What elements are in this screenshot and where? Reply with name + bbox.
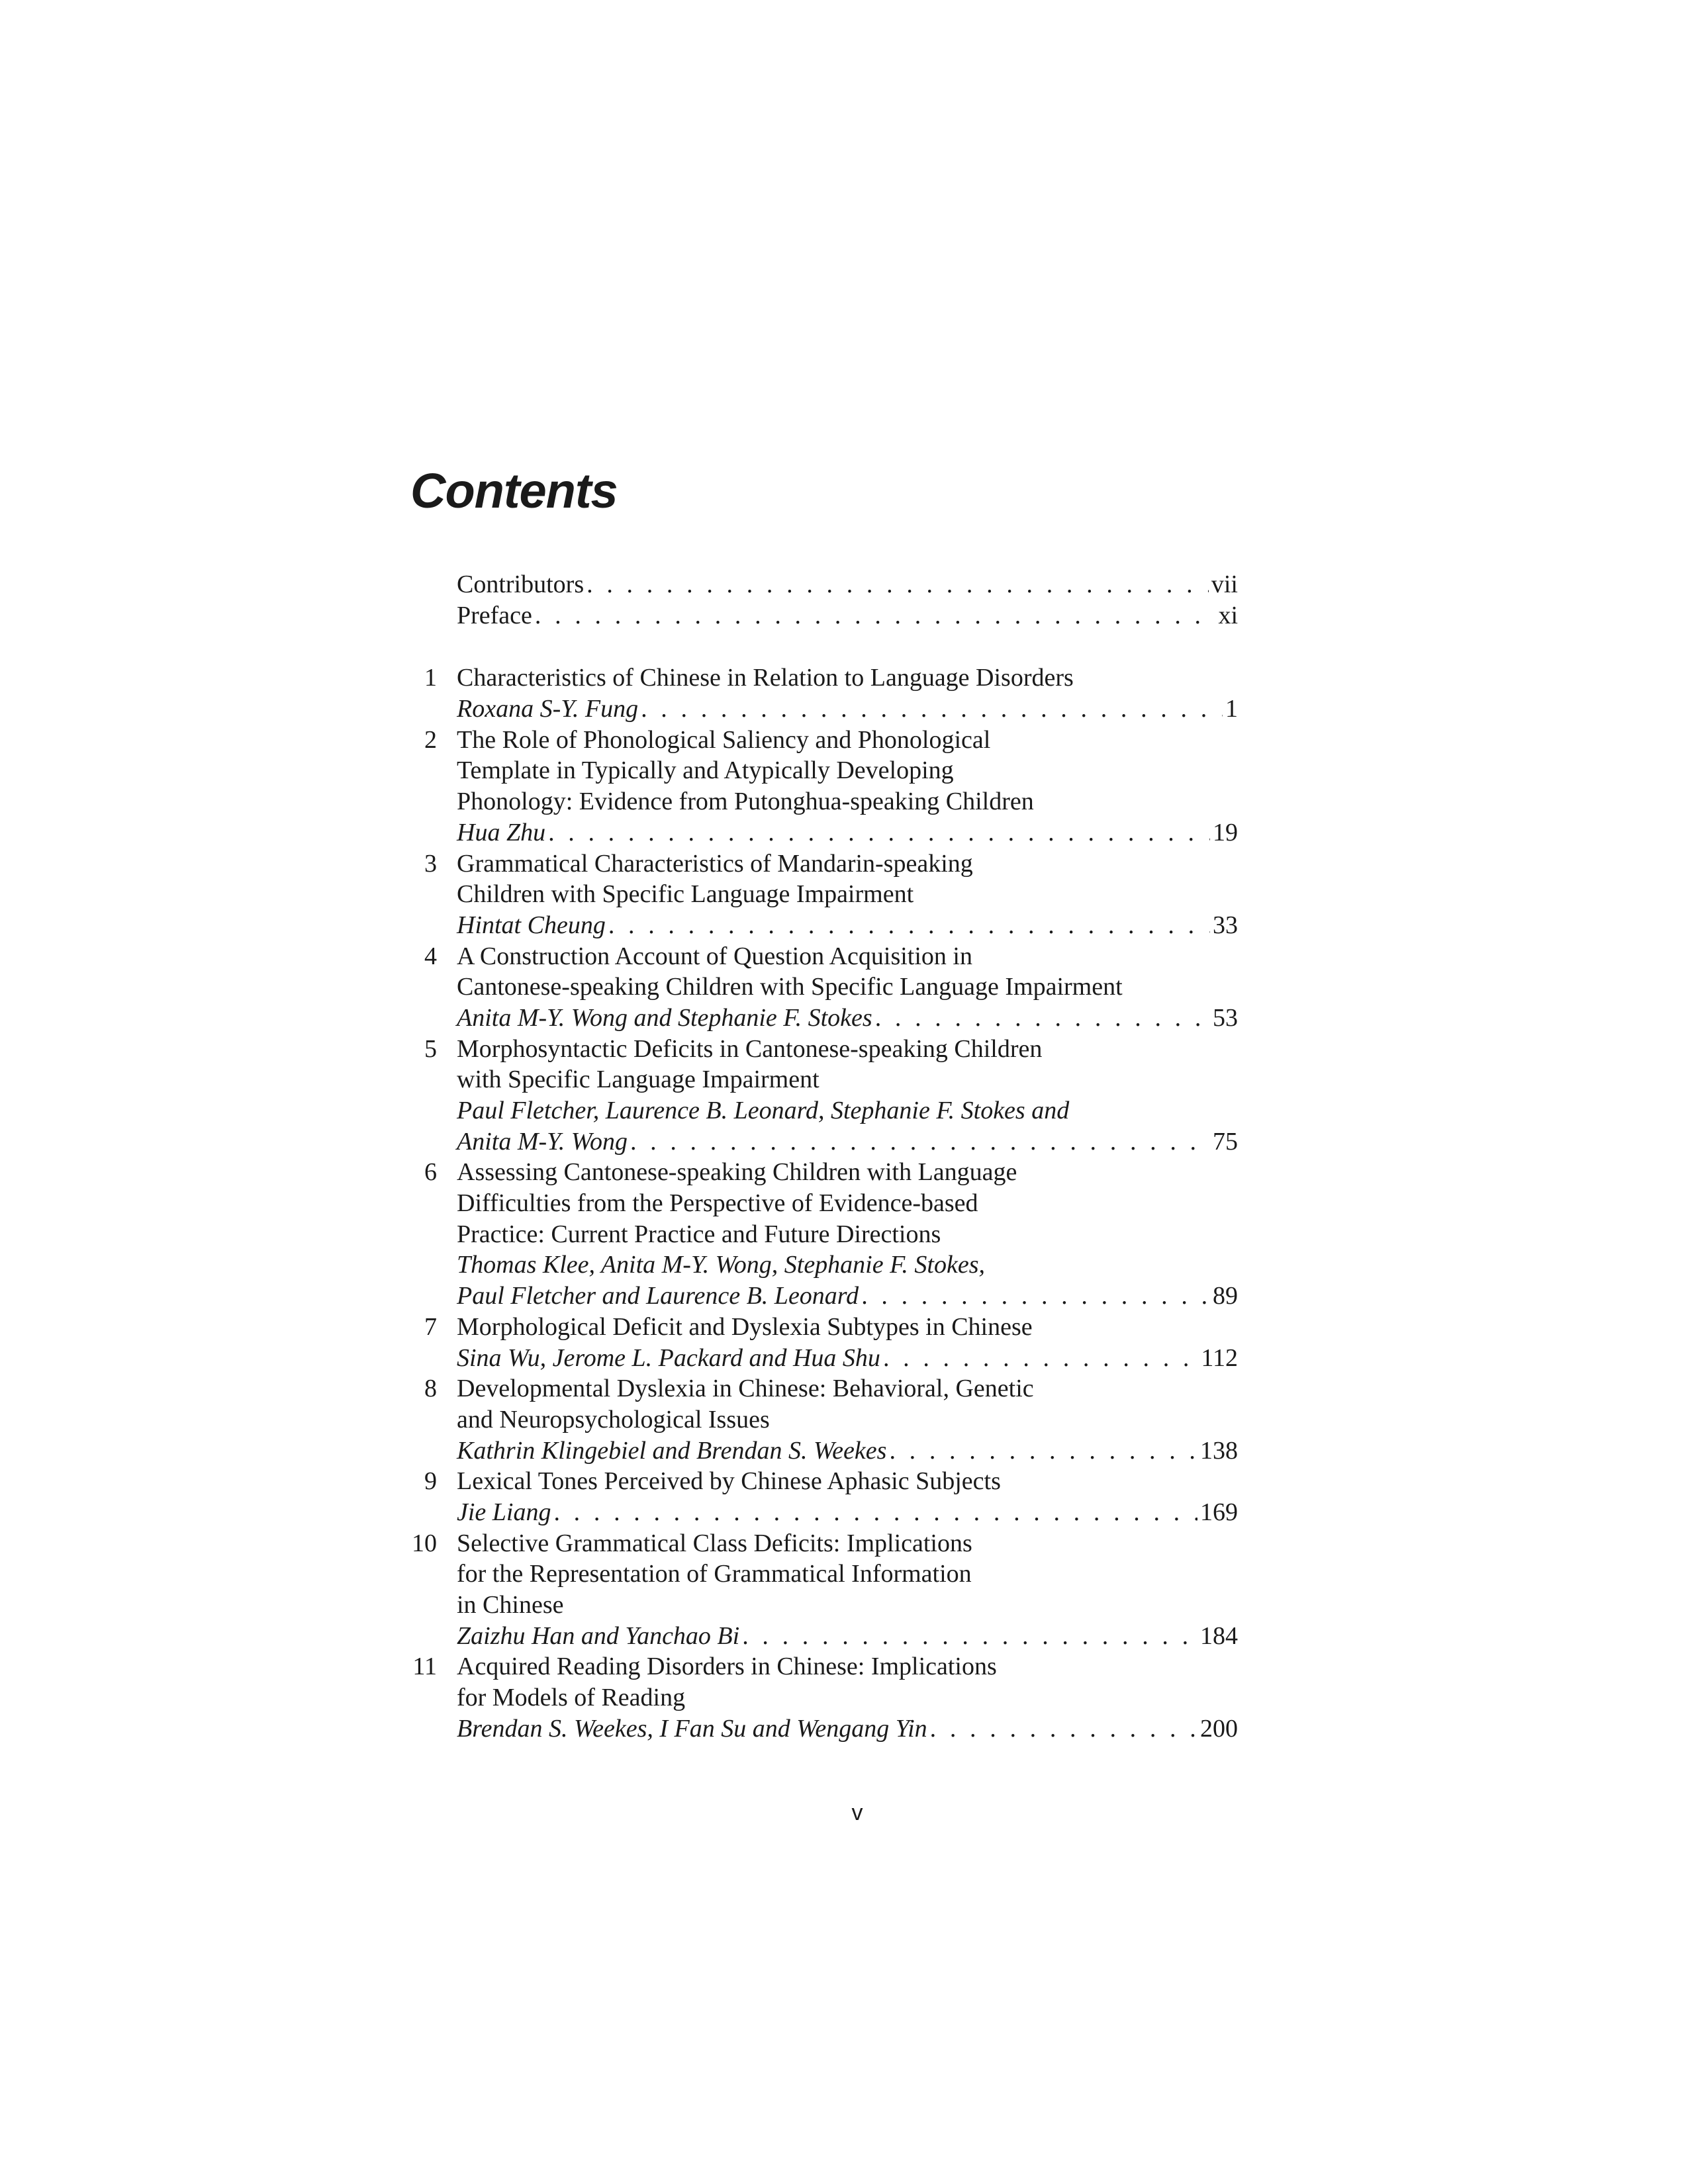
chapter-title-line bbox=[397, 1064, 1238, 1095]
chapter-author-line bbox=[397, 1621, 1238, 1652]
chapter-author-line bbox=[397, 1497, 1238, 1528]
page-ref: xi bbox=[1218, 601, 1238, 629]
page-ref: 53 bbox=[1213, 1003, 1238, 1032]
chapter-title-line bbox=[397, 879, 1238, 910]
chapter-title: Characteristics of Chinese in Relation to Language Disorders bbox=[457, 664, 1074, 692]
chapter-title-line bbox=[397, 755, 1238, 786]
chapter-title-line bbox=[397, 786, 1238, 817]
chapter-author-line bbox=[397, 817, 1238, 848]
page-ref: 184 bbox=[1200, 1621, 1238, 1650]
chapter-number: 10 bbox=[412, 1529, 437, 1557]
chapter-number: 1 bbox=[424, 664, 437, 692]
chapter-title: for the Representation of Grammatical Information bbox=[457, 1560, 972, 1588]
chapter-title: for Models of Reading bbox=[457, 1684, 686, 1712]
chapter-author: Anita M-Y. Wong bbox=[457, 1127, 628, 1156]
chapter-author-line bbox=[397, 1435, 1238, 1467]
chapter-title-line bbox=[397, 1528, 1238, 1559]
chapter-title-line bbox=[397, 1559, 1238, 1590]
chapter-title-line bbox=[397, 1188, 1238, 1219]
front-matter-label: Contributors bbox=[457, 570, 585, 598]
chapter-author: Paul Fletcher and Laurence B. Leonard bbox=[457, 1282, 859, 1310]
chapter-title: Assessing Cantonese-speaking Children with Language bbox=[457, 1158, 1017, 1187]
chapter-number: 4 bbox=[424, 942, 437, 970]
chapter-title: and Neuropsychological Issues bbox=[457, 1405, 770, 1433]
chapter-number: 7 bbox=[424, 1312, 437, 1341]
chapter-title-line bbox=[397, 972, 1238, 1003]
chapter-title-line bbox=[397, 1651, 1238, 1682]
chapter-title: Developmental Dyslexia in Chinese: Behavioral, Genetic bbox=[457, 1375, 1034, 1403]
chapter-author-line bbox=[397, 1095, 1238, 1126]
chapter-author-line bbox=[397, 1250, 1238, 1281]
chapter-title: Lexical Tones Perceived by Chinese Aphasic Subjects bbox=[457, 1467, 1001, 1496]
chapter-title-line bbox=[397, 1682, 1238, 1713]
chapter-title-line bbox=[397, 941, 1238, 972]
chapter-number: 8 bbox=[424, 1375, 437, 1403]
front-matter-entry bbox=[397, 569, 1238, 600]
chapter-title-line bbox=[397, 662, 1238, 694]
chapter-title: Grammatical Characteristics of Mandarin-speaking bbox=[457, 849, 973, 878]
chapter-title-line bbox=[397, 1312, 1238, 1343]
table-of-contents bbox=[397, 569, 1238, 1744]
chapter-author-line bbox=[397, 694, 1238, 725]
dot-leader bbox=[630, 1126, 1210, 1158]
chapter-author-line bbox=[397, 1281, 1238, 1312]
dot-leader bbox=[875, 1003, 1210, 1034]
chapter-title: Morphosyntactic Deficits in Cantonese-speaking Children bbox=[457, 1034, 1043, 1063]
chapter-title: Children with Specific Language Impairment bbox=[457, 880, 914, 909]
page-title: Contents bbox=[410, 463, 618, 518]
page-ref: 112 bbox=[1201, 1343, 1238, 1372]
chapter-title: Template in Typically and Atypically Developing bbox=[457, 756, 954, 785]
section-spacer bbox=[397, 631, 1238, 662]
chapter-author: Thomas Klee, Anita M-Y. Wong, Stephanie F. Stokes, bbox=[457, 1251, 985, 1279]
chapter-title-line bbox=[397, 1219, 1238, 1250]
chapter-title: Cantonese-speaking Children with Specific Language Impairment bbox=[457, 973, 1123, 1001]
page-ref: 138 bbox=[1200, 1436, 1238, 1465]
dot-leader bbox=[742, 1621, 1197, 1652]
page-ref: 33 bbox=[1213, 911, 1238, 939]
chapter-title-line bbox=[397, 725, 1238, 756]
chapter-author: Hua Zhu bbox=[457, 818, 546, 846]
chapter-number: 5 bbox=[424, 1034, 437, 1063]
chapter-title-line bbox=[397, 1034, 1238, 1065]
chapter-title: A Construction Account of Question Acquisition in bbox=[457, 942, 972, 970]
chapter-author: Brendan S. Weekes, I Fan Su and Wengang Yin bbox=[457, 1714, 927, 1743]
front-matter-entry bbox=[397, 600, 1238, 631]
chapter-author-line bbox=[397, 1343, 1238, 1374]
chapter-number: 9 bbox=[424, 1467, 437, 1496]
chapter-title: in Chinese bbox=[457, 1591, 564, 1619]
page-ref: 89 bbox=[1213, 1282, 1238, 1310]
chapter-author-line bbox=[397, 1003, 1238, 1034]
chapter-number: 6 bbox=[424, 1158, 437, 1187]
chapter-title-line bbox=[397, 848, 1238, 880]
dot-leader bbox=[548, 817, 1210, 848]
chapter-author-line bbox=[397, 1126, 1238, 1158]
page-ref: 75 bbox=[1213, 1127, 1238, 1156]
chapter-title: with Specific Language Impairment bbox=[457, 1066, 820, 1094]
chapter-title-line bbox=[397, 1404, 1238, 1435]
dot-leader bbox=[889, 1435, 1197, 1467]
dot-leader bbox=[586, 569, 1209, 600]
chapter-author: Kathrin Klingebiel and Brendan S. Weekes bbox=[457, 1436, 887, 1465]
dot-leader bbox=[641, 694, 1223, 725]
chapter-author: Roxana S-Y. Fung bbox=[457, 695, 639, 723]
chapter-author-line bbox=[397, 1713, 1238, 1745]
dot-leader bbox=[930, 1713, 1197, 1745]
page-ref: 1 bbox=[1225, 695, 1238, 723]
page-ref: 169 bbox=[1200, 1498, 1238, 1526]
chapter-title: Morphological Deficit and Dyslexia Subtypes in Chinese bbox=[457, 1312, 1033, 1341]
chapter-title-line bbox=[397, 1466, 1238, 1497]
chapter-number: 2 bbox=[424, 725, 437, 754]
dot-leader bbox=[553, 1497, 1197, 1528]
dot-leader bbox=[535, 600, 1216, 631]
chapter-author: Hintat Cheung bbox=[457, 911, 606, 939]
front-matter-label: Preface bbox=[457, 601, 532, 629]
dot-leader bbox=[883, 1343, 1198, 1374]
chapter-title-line bbox=[397, 1373, 1238, 1404]
chapter-author: Anita M-Y. Wong and Stephanie F. Stokes bbox=[457, 1003, 872, 1032]
chapter-number: 3 bbox=[424, 849, 437, 878]
chapter-title: Selective Grammatical Class Deficits: Implications bbox=[457, 1529, 972, 1557]
chapter-title-line bbox=[397, 1157, 1238, 1188]
chapter-author: Paul Fletcher, Laurence B. Leonard, Stephanie F. Stokes and bbox=[457, 1097, 1070, 1124]
chapter-title-line bbox=[397, 1590, 1238, 1621]
chapter-author: Jie Liang bbox=[457, 1498, 551, 1526]
chapter-title: Phonology: Evidence from Putonghua-speaking Children bbox=[457, 788, 1034, 816]
page-ref: vii bbox=[1211, 570, 1238, 598]
dot-leader bbox=[608, 910, 1210, 941]
dot-leader bbox=[861, 1281, 1210, 1312]
chapter-number: 11 bbox=[412, 1653, 437, 1681]
chapter-author-line bbox=[397, 910, 1238, 941]
page-number: v bbox=[851, 1800, 863, 1825]
chapter-title: Practice: Current Practice and Future Directions bbox=[457, 1220, 941, 1248]
chapter-author: Zaizhu Han and Yanchao Bi bbox=[457, 1621, 740, 1650]
page-ref: 200 bbox=[1200, 1714, 1238, 1743]
chapter-title: Acquired Reading Disorders in Chinese: Implications bbox=[457, 1653, 997, 1681]
chapter-title: Difficulties from the Perspective of Evidence-based bbox=[457, 1189, 978, 1218]
chapter-title: The Role of Phonological Saliency and Phonological bbox=[457, 725, 991, 754]
page-ref: 19 bbox=[1213, 818, 1238, 846]
chapter-author: Sina Wu, Jerome L. Packard and Hua Shu bbox=[457, 1343, 880, 1372]
